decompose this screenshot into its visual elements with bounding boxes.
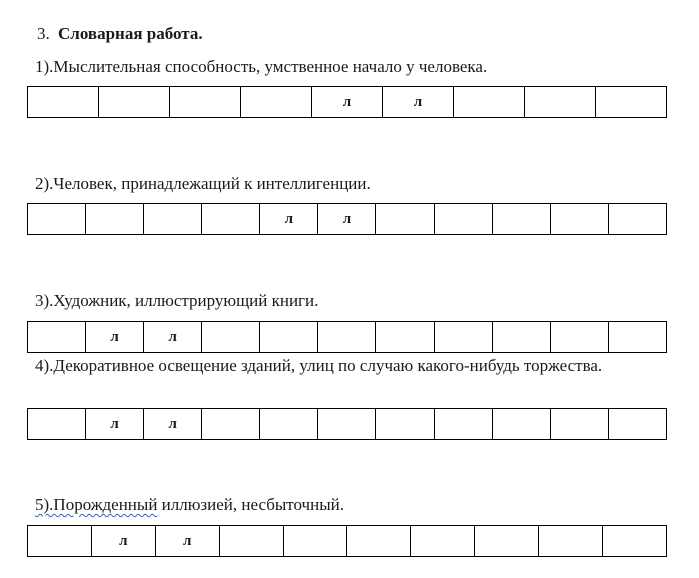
letter-cell — [411, 526, 475, 557]
letter-cell: л — [260, 204, 318, 235]
letter-cell — [550, 409, 608, 440]
letter-cell — [28, 526, 92, 557]
answer-grid-4 — [27, 408, 667, 440]
letter-cell — [492, 204, 550, 235]
letter-cell — [260, 409, 318, 440]
answer-grid-5 — [27, 525, 667, 557]
answer-grid-row — [28, 87, 667, 118]
letter-cell — [99, 87, 170, 118]
letter-cell — [318, 322, 376, 353]
letter-cell — [219, 526, 283, 557]
question-1: 1).Мыслительная способность, умственное начало у человека. — [35, 57, 488, 76]
letter-cell — [202, 204, 260, 235]
letter-cell — [376, 409, 434, 440]
letter-cell: л — [312, 87, 383, 118]
letter-cell — [202, 322, 260, 353]
letter-cell: л — [144, 409, 202, 440]
letter-cell: л — [91, 526, 155, 557]
letter-cell — [608, 204, 666, 235]
letter-cell — [283, 526, 347, 557]
answer-grid-2 — [27, 203, 667, 235]
letter-cell — [241, 87, 312, 118]
letter-cell: л — [86, 409, 144, 440]
letter-cell — [376, 204, 434, 235]
letter-cell — [28, 409, 86, 440]
question-5-rest: иллюзией, несбыточный. — [157, 495, 344, 514]
letter-cell — [170, 87, 241, 118]
answer-grid-1 — [27, 86, 667, 118]
letter-cell — [492, 409, 550, 440]
question-5 — [35, 494, 635, 516]
letter-cell — [347, 526, 411, 557]
letter-cell — [525, 87, 596, 118]
answer-grid-row — [28, 409, 667, 440]
letter-cell — [86, 204, 144, 235]
letter-cell — [603, 526, 667, 557]
question-5-misspelled-word: 5).Порожденный — [35, 495, 158, 514]
letter-cell: л — [318, 204, 376, 235]
letter-cell — [434, 409, 492, 440]
answer-grid-row — [28, 204, 667, 235]
question-4: 4).Декоративное освещение зданий, улиц по случаю какого-нибудь торжества. — [35, 356, 603, 375]
letter-cell — [550, 322, 608, 353]
letter-cell: л — [144, 322, 202, 353]
letter-cell — [596, 87, 667, 118]
letter-cell — [434, 322, 492, 353]
letter-cell — [144, 204, 202, 235]
letter-cell: л — [155, 526, 219, 557]
section-number: 3. — [37, 24, 50, 43]
answer-grid-row — [28, 322, 667, 353]
letter-cell — [608, 409, 666, 440]
letter-cell — [434, 204, 492, 235]
letter-cell — [454, 87, 525, 118]
letter-cell — [28, 87, 99, 118]
letter-cell: л — [86, 322, 144, 353]
letter-cell — [202, 409, 260, 440]
letter-cell — [28, 204, 86, 235]
letter-cell — [260, 322, 318, 353]
letter-cell — [492, 322, 550, 353]
section-title: Словарная работа. — [58, 24, 203, 43]
letter-cell — [608, 322, 666, 353]
answer-grid-3 — [27, 321, 667, 353]
section-heading — [37, 22, 203, 46]
letter-cell — [539, 526, 603, 557]
answer-grid-row — [28, 526, 667, 557]
letter-cell — [550, 204, 608, 235]
letter-cell — [318, 409, 376, 440]
letter-cell — [28, 322, 86, 353]
letter-cell — [475, 526, 539, 557]
question-3: 3).Художник, иллюстрирующий книги. — [35, 291, 319, 310]
question-2: 2).Человек, принадлежащий к интеллигенции. — [35, 174, 371, 193]
letter-cell — [376, 322, 434, 353]
letter-cell: л — [383, 87, 454, 118]
